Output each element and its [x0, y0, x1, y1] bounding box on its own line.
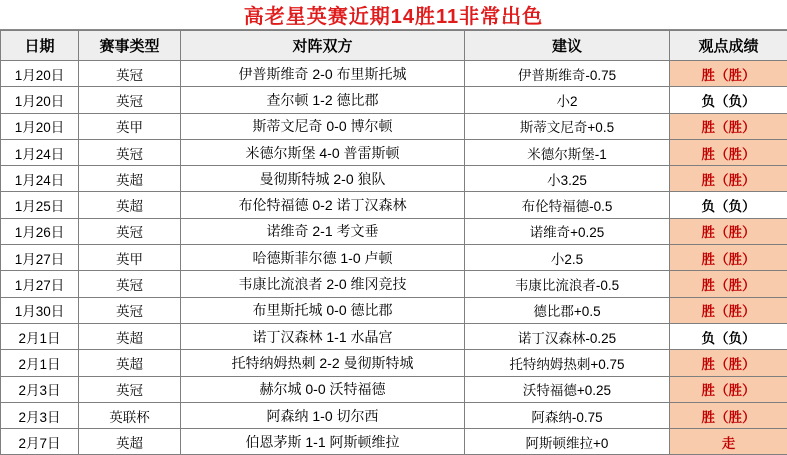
- cell-advice: 诺维奇+0.25: [465, 218, 670, 244]
- status-badge: 负（负）: [670, 323, 787, 349]
- cell-match: 托特纳姆热刺 2-2 曼彻斯特城: [181, 350, 465, 376]
- table-row: [1, 323, 787, 349]
- status-badge: 胜（胜）: [670, 245, 787, 271]
- header-row: [1, 31, 787, 61]
- cell-date: 1月30日: [1, 297, 79, 323]
- cell-match: 布里斯托城 0-0 德比郡: [181, 297, 465, 323]
- table-row: [1, 166, 787, 192]
- table-row: [1, 87, 787, 113]
- table-row: [1, 245, 787, 271]
- column-header-advice: 建议: [465, 31, 670, 61]
- cell-advice: 韦康比流浪者-0.5: [465, 271, 670, 297]
- cell-match: 诺丁汉森林 1-1 水晶宫: [181, 323, 465, 349]
- cell-advice: 米德尔斯堡-1: [465, 139, 670, 165]
- cell-match: 韦康比流浪者 2-0 维冈竞技: [181, 271, 465, 297]
- cell-date: 1月20日: [1, 87, 79, 113]
- cell-match: 伯恩茅斯 1-1 阿斯顿维拉: [181, 429, 465, 455]
- table-row: [1, 350, 787, 376]
- column-header-league: 赛事类型: [79, 31, 181, 61]
- status-badge: 胜（胜）: [670, 297, 787, 323]
- cell-league: 英超: [79, 429, 181, 455]
- status-badge: 胜（胜）: [670, 61, 787, 87]
- cell-league: 英冠: [79, 297, 181, 323]
- cell-date: 1月20日: [1, 113, 79, 139]
- cell-match: 斯蒂文尼奇 0-0 博尔顿: [181, 113, 465, 139]
- status-badge: 胜（胜）: [670, 139, 787, 165]
- table-row: [1, 429, 787, 455]
- status-badge: 胜（胜）: [670, 113, 787, 139]
- table-row: [1, 376, 787, 402]
- cell-date: 2月3日: [1, 376, 79, 402]
- status-badge: 胜（胜）: [670, 166, 787, 192]
- cell-date: 2月1日: [1, 350, 79, 376]
- status-badge: 负（负）: [670, 192, 787, 218]
- cell-date: 1月26日: [1, 218, 79, 244]
- table-row: [1, 271, 787, 297]
- cell-match: 查尔顿 1-2 德比郡: [181, 87, 465, 113]
- cell-advice: 阿斯顿维拉+0: [465, 429, 670, 455]
- table-row: [1, 61, 787, 87]
- cell-league: 英联杯: [79, 402, 181, 428]
- cell-date: 1月27日: [1, 271, 79, 297]
- cell-match: 诺维奇 2-1 考文垂: [181, 218, 465, 244]
- title-bar: [0, 0, 787, 30]
- cell-league: 英超: [79, 350, 181, 376]
- cell-match: 曼彻斯特城 2-0 狼队: [181, 166, 465, 192]
- column-header-match: 对阵双方: [181, 31, 465, 61]
- cell-league: 英甲: [79, 245, 181, 271]
- cell-advice: 小3.25: [465, 166, 670, 192]
- cell-advice: 德比郡+0.5: [465, 297, 670, 323]
- cell-match: 伊普斯维奇 2-0 布里斯托城: [181, 61, 465, 87]
- cell-date: 2月3日: [1, 402, 79, 428]
- table-row: [1, 192, 787, 218]
- table-row: [1, 113, 787, 139]
- cell-advice: 诺丁汉森林-0.25: [465, 323, 670, 349]
- cell-league: 英超: [79, 166, 181, 192]
- cell-advice: 布伦特福德-0.5: [465, 192, 670, 218]
- cell-advice: 阿森纳-0.75: [465, 402, 670, 428]
- column-header-date: 日期: [1, 31, 79, 61]
- table-body: [1, 61, 787, 455]
- table-header: [1, 31, 787, 61]
- cell-league: 英冠: [79, 218, 181, 244]
- table-row: [1, 297, 787, 323]
- cell-date: 1月20日: [1, 61, 79, 87]
- cell-advice: 小2: [465, 87, 670, 113]
- status-badge: 负（负）: [670, 87, 787, 113]
- column-header-result: 观点成绩: [670, 31, 787, 61]
- cell-date: 1月25日: [1, 192, 79, 218]
- cell-date: 1月24日: [1, 166, 79, 192]
- status-badge: 走: [670, 429, 787, 455]
- match-results-table: [0, 30, 787, 455]
- table-row: [1, 139, 787, 165]
- cell-league: 英冠: [79, 87, 181, 113]
- cell-league: 英冠: [79, 139, 181, 165]
- status-badge: 胜（胜）: [670, 218, 787, 244]
- status-badge: 胜（胜）: [670, 402, 787, 428]
- cell-match: 阿森纳 1-0 切尔西: [181, 402, 465, 428]
- cell-league: 英冠: [79, 271, 181, 297]
- cell-match: 布伦特福德 0-2 诺丁汉森林: [181, 192, 465, 218]
- table-row: [1, 218, 787, 244]
- table-row: [1, 402, 787, 428]
- cell-date: 2月7日: [1, 429, 79, 455]
- cell-advice: 斯蒂文尼奇+0.5: [465, 113, 670, 139]
- cell-advice: 托特纳姆热刺+0.75: [465, 350, 670, 376]
- cell-match: 赫尔城 0-0 沃特福德: [181, 376, 465, 402]
- cell-advice: 沃特福德+0.25: [465, 376, 670, 402]
- cell-date: 2月1日: [1, 323, 79, 349]
- cell-advice: 小2.5: [465, 245, 670, 271]
- cell-league: 英超: [79, 323, 181, 349]
- status-badge: 胜（胜）: [670, 271, 787, 297]
- cell-match: 米德尔斯堡 4-0 普雷斯顿: [181, 139, 465, 165]
- cell-match: 哈德斯菲尔德 1-0 卢顿: [181, 245, 465, 271]
- cell-advice: 伊普斯维奇-0.75: [465, 61, 670, 87]
- cell-date: 1月27日: [1, 245, 79, 271]
- status-badge: 胜（胜）: [670, 376, 787, 402]
- cell-league: 英甲: [79, 113, 181, 139]
- cell-league: 英冠: [79, 61, 181, 87]
- status-badge: 胜（胜）: [670, 350, 787, 376]
- cell-league: 英冠: [79, 376, 181, 402]
- cell-date: 1月24日: [1, 139, 79, 165]
- cell-league: 英超: [79, 192, 181, 218]
- page-title: 高老星英赛近期14胜11非常出色: [244, 0, 543, 29]
